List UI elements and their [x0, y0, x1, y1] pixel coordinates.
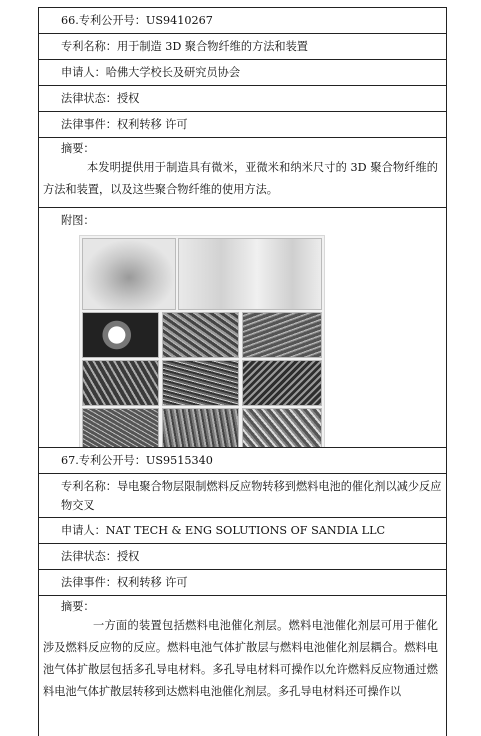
sem-panel — [162, 360, 239, 406]
abstract-section — [39, 138, 446, 208]
applicant-row: 申请人：NAT TECH & ENG SOLUTIONS OF SANDIA LLC — [39, 518, 446, 544]
sem-panel — [242, 312, 322, 358]
sem-panel — [242, 408, 322, 448]
sem-panel — [82, 312, 159, 358]
abstract-label: 摘要： — [61, 600, 95, 613]
legal-event-row: 法律事件：权利转移 许可 — [39, 570, 446, 596]
figure-image — [79, 235, 325, 448]
patent-name-row: 专利名称：用于制造 3D 聚合物纤维的方法和装置 — [39, 34, 446, 60]
patent-name-text: 专利名称：导电聚合物层限制燃料反应物转移到燃料电池的催化剂以减少反应物交叉 — [61, 480, 442, 512]
applicant-row: 申请人：哈佛大学校长及研究员协会 — [39, 60, 446, 86]
abstract-text: 一方面的装置包括燃料电池催化剂层。燃料电池催化剂层可用于催化涉及燃料反应物的反应。燃料电池气体扩散层与燃料电池催化剂层耦合。燃料电池气体扩散层包括多孔导电材料。多孔导电材料可操作以允许燃料反应物通过燃料电池气体扩散层转移到达燃料电池催化剂层。多孔导电材料还可操作以 — [43, 619, 438, 698]
legal-status-row: 法律状态：授权 — [39, 544, 446, 570]
legal-event-row: 法律事件：权利转移 许可 — [39, 112, 446, 138]
patent-document — [38, 7, 447, 736]
device-schematic — [82, 238, 176, 310]
legal-status-row: 法律状态：授权 — [39, 86, 446, 112]
sem-panel — [162, 408, 239, 448]
patent-number-row: 66.专利公开号：US9410267 — [39, 8, 446, 34]
abstract-section — [39, 596, 446, 736]
patent-number-row: 67.专利公开号：US9515340 — [39, 448, 446, 474]
abstract-text: 本发明提供用于制造具有微米，亚微米和纳米尺寸的 3D 聚合物纤维的方法和装置，以及这些聚合物纤维的使用方法。 — [43, 161, 438, 196]
sem-panel — [82, 408, 159, 448]
process-diagram — [178, 238, 322, 310]
sem-panel — [242, 360, 322, 406]
abstract-label: 摘要： — [61, 142, 95, 155]
patent-name-row — [39, 474, 446, 518]
sem-panel — [162, 312, 239, 358]
figure-section — [39, 208, 446, 448]
sem-panel — [82, 360, 159, 406]
figure-label: 附图： — [61, 214, 95, 227]
